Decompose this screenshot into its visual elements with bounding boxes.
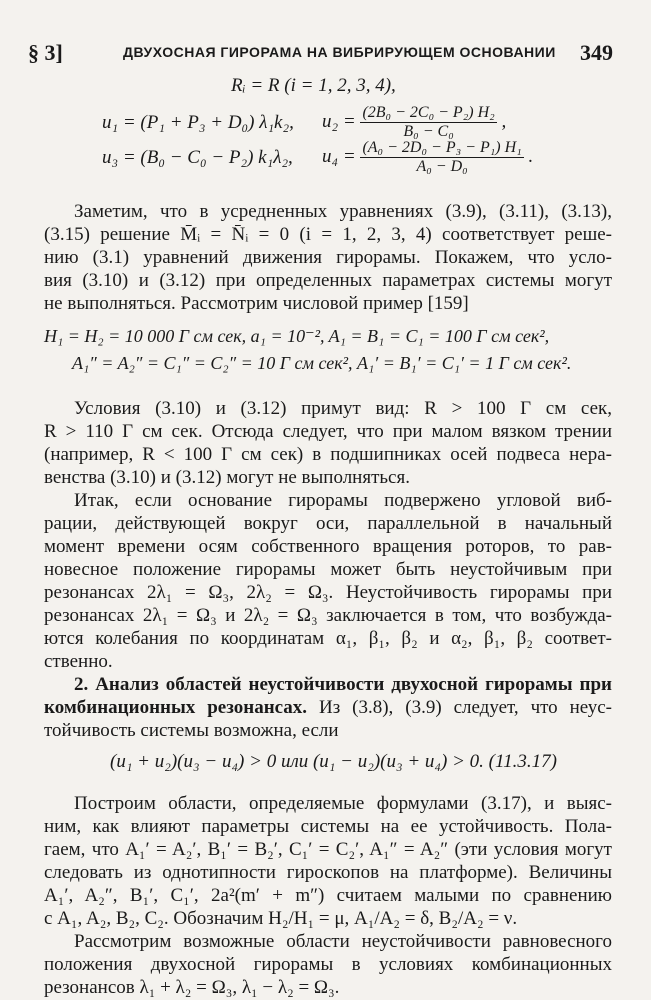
paragraph-2-line: R > 110 Г см сек. Отсюда следует, что при малом вязком трении — [44, 421, 612, 442]
section-marker: § 3] — [28, 40, 63, 65]
example-equation-2: A₁″ = A₂″ = C₁″ = C₂″ = 10 Г см сек², A₁′ = B₁′ = C₁′ = 1 Г см сек². — [72, 353, 572, 373]
section-2-text: Из (3.8), (3.9) следует, что неус- — [319, 697, 612, 718]
paragraph-4-line: ним, как влияют параметры системы на ее устойчивость. Пола- — [44, 816, 612, 837]
section-2-line: тойчивость системы возможна, если — [44, 720, 339, 741]
equation-u1: u₁ = (P₁ + P₃ + D₀) λ₁k₂, — [102, 112, 294, 133]
example-equation-1: H₁ = H₂ = 10 000 Г см сек, a₁ = 10⁻², A₁ = B₁ = C₁ = 100 Г см сек², — [44, 326, 550, 346]
equation-r: Rᵢ = R (i = 1, 2, 3, 4), — [231, 75, 396, 96]
running-header — [28, 40, 613, 66]
paragraph-1-line: не выполняться. Рассмотрим числовой пример [159] — [44, 293, 469, 314]
equation-u4-denominator: A₀ − D₀ — [416, 158, 468, 176]
paragraph-4-line: Построим области, определяемые формулами (3.17), и выяс- — [74, 793, 612, 814]
equation-u3: u₃ = (B₀ − C₀ − P₂) k₁λ₂, — [102, 147, 293, 168]
equation-11-3-17: (u₁ + u₂)(u₃ − u₄) > 0 или (u₁ − u₂)(u₃ + u₄) > 0. (11.3.17) — [110, 751, 557, 772]
paragraph-3-line: резонансах 2λ₁ = Ω₃, 2λ₂ = Ω₃. Неустойчивость гирорамы при — [44, 582, 612, 603]
equation-u4-tail: . — [528, 146, 534, 167]
paragraph-4-line: с A₁, A₂, B₂, C₂. Обозначим H₂/H₁ = μ, A₁/A₂ = δ, B₂/A₂ = ν. — [44, 908, 518, 929]
paragraph-3-line: ются колебания по координатам α₁, β₁, β₂ и α₂, β₁, β₂ соответ- — [44, 628, 612, 649]
section-2-heading: 2. Анализ областей неустойчивости двухосной гирорамы при — [74, 674, 612, 695]
paragraph-3-line: ственно. — [44, 651, 113, 672]
paragraph-4-line: следовать из однотипности гироскопов на платформе). Величины — [44, 862, 612, 883]
equation-u2-numerator: (2B₀ − 2C₀ − P₂) H₂ — [362, 104, 495, 122]
running-title: ДВУХОСНАЯ ГИРОРАМА НА ВИБРИРУЮЩЕМ ОСНОВАНИИ — [123, 44, 556, 60]
section-2-line — [44, 696, 612, 720]
paragraph-4-line: гаем, что A₁′ = A₂′, B₁′ = B₂′, C₁′ = C₂′, A₁″ = A₂″ (эти условия могут — [44, 839, 612, 860]
paragraph-1-line: вия (3.10) и (3.12) при определенных параметрах системы могут — [44, 270, 612, 291]
paragraph-3-line: резонансах 2λ₁ = Ω₃ и 2λ₂ = Ω₃ заключается в том, что возбужда- — [44, 605, 612, 626]
paragraph-2-line: (например, R < 100 Г см сек) в подшипниках осей подвеса нера- — [44, 444, 612, 465]
equation-u2-tail: , — [501, 111, 507, 132]
paragraph-5-line: положения двухосной гирорамы в условиях комбинационных — [44, 954, 612, 975]
section-2-heading-continued: комбинационных резонансах. — [44, 697, 308, 718]
paragraph-3-line: рации, действующей вокруг оси, параллельной в начальный — [44, 513, 612, 534]
paragraph-3-line: новесное положение гирорамы может быть неустойчивым при — [44, 559, 612, 580]
paragraph-1-line: нию (3.1) уравнений движения гирорамы. Покажем, что усло- — [44, 247, 612, 268]
paragraph-2-line: венства (3.10) и (3.12) могут не выполняться. — [44, 467, 410, 488]
paragraph-5-line: резонансов λ₁ + λ₂ = Ω₃, λ₁ − λ₂ = Ω₃. — [44, 977, 340, 998]
equation-u4-lhs: u₄ = — [322, 146, 356, 167]
paragraph-3-line: Итак, если основание гирорамы подвержено угловой виб- — [74, 490, 612, 511]
paragraph-2-line: Условия (3.10) и (3.12) примут вид: R > 100 Г см сек, — [74, 398, 612, 419]
paragraph-5-line: Рассмотрим возможные области неустойчивости равновесного — [74, 931, 612, 952]
equation-u4-fraction — [360, 139, 523, 176]
paragraph-1-line: (3.15) решение M̄ᵢ = N̄ᵢ = 0 (i = 1, 2, 3, 4) соответствует реше- — [44, 224, 612, 245]
paragraph-1-line: Заметим, что в усредненных уравнениях (3.9), (3.11), (3.13), — [74, 201, 612, 222]
equation-u4-numerator: (A₀ − 2D₀ − P₃ − P₁) H₁ — [362, 139, 522, 157]
paragraph-4-line: A₁′, A₂″, B₁′, C₁′, 2a²(m′ + m″) считаем малыми по сравнению — [44, 885, 612, 906]
equation-u4 — [322, 132, 533, 182]
equation-u2-denominator: B₀ − C₀ — [403, 123, 454, 141]
equation-u2-lhs: u₂ = — [322, 111, 356, 132]
paragraph-3-line: момент времени осям собственного вращения роторов, то рав- — [44, 536, 612, 557]
page-number: 349 — [580, 40, 613, 65]
